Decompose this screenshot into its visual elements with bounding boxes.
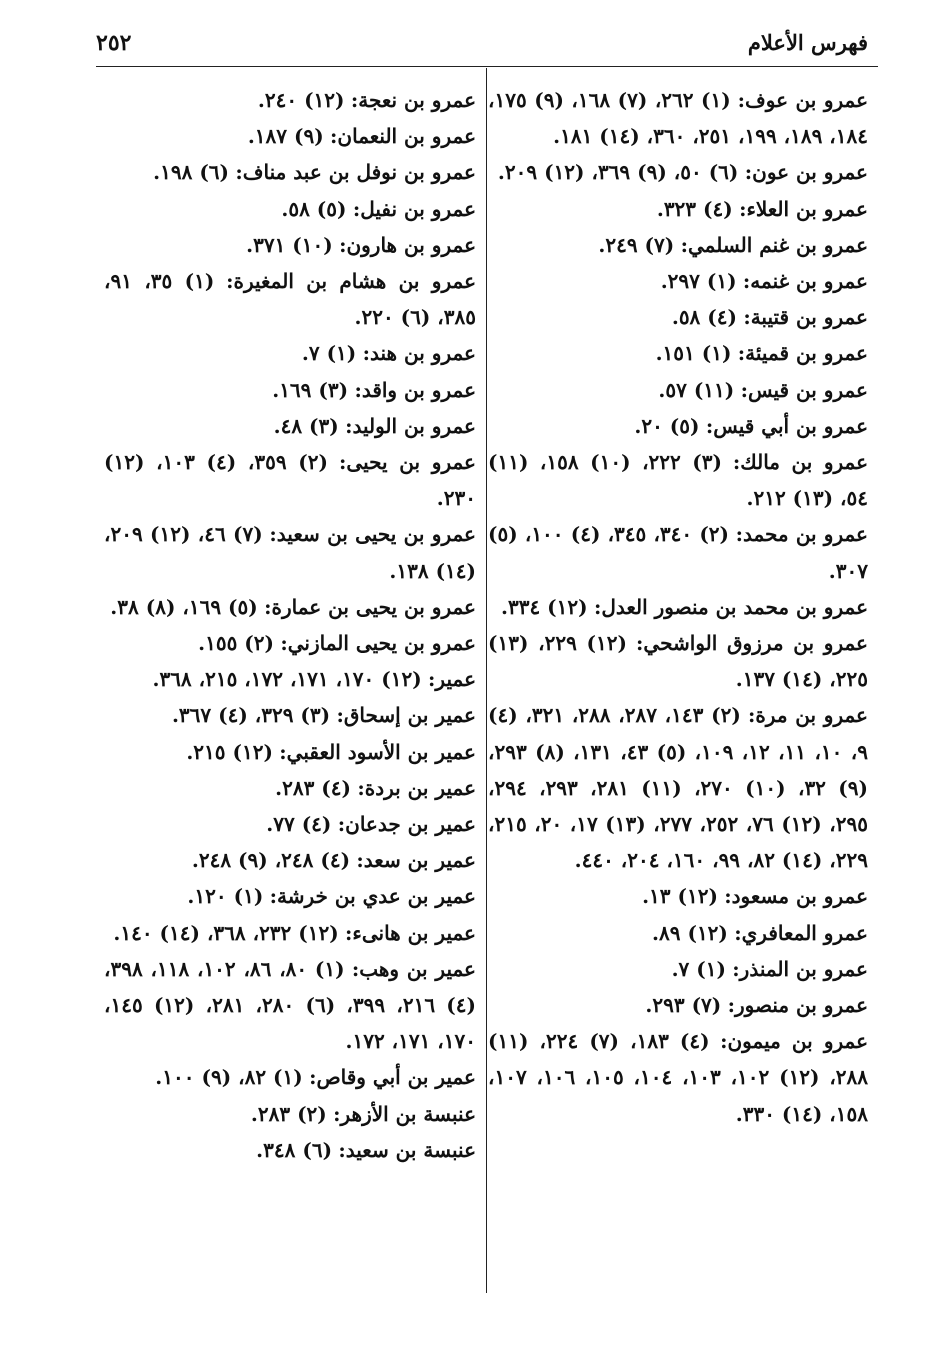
index-entry [488,951,868,987]
entry-name: عمرو بن عوف: [737,88,869,112]
entry-name: عمرو بن يحيى المازني: [280,631,476,656]
index-entry [104,154,476,190]
entry-name: عمير بن جدعان: [337,812,476,837]
entry-references: (١٢) ٢١٥. [186,739,273,764]
index-entry [104,625,476,661]
index-entry [488,299,868,335]
entry-name: عمير بن عدي بن خرشة: [269,884,476,909]
index-entry [104,697,476,733]
index-entry [488,987,868,1023]
running-title: فهرس الأعلام [747,30,868,55]
entry-name: عمرو بن أبي قيس: [705,413,868,438]
entry-references: (١) ١٥١. [655,341,732,366]
entry-references: (٣) ٢٢٢، (١٠) ١٥٨، (١١) ٥٤، (١٣) ٢١٢. [488,450,868,511]
index-entry [104,444,476,516]
entry-references: (١٠) ٣٧١. [246,232,333,257]
index-entry [104,878,476,914]
entry-references: (٦) ١٩٨. [153,160,230,185]
entry-name: عمرو بن مالك: [732,450,869,475]
index-entry [488,372,868,408]
page-header [96,30,868,66]
entry-references: (٧) ٢٤٩. [598,232,675,257]
entry-name: عمير بن أبي وقاص: [309,1065,476,1090]
index-entry [488,1023,868,1132]
entry-name: عمرو بن هارون: [339,232,476,257]
entry-references: (٤) ٢٨٣. [275,775,351,800]
entry-name: عمير بن وهب: [351,956,476,981]
index-entry [104,1059,476,1095]
entry-references: (٦) ٣٤٨. [256,1137,333,1162]
entry-name: عمرو بن يحيى بن عمارة: [264,594,476,619]
index-entry [488,263,868,299]
header-rule [96,66,878,67]
index-entry [104,770,476,806]
entry-references: (٧) ٢٩٣. [645,993,722,1018]
entry-name: عمرو بن مرة: [747,703,868,728]
entry-name: عمرو بن المنذر: [732,956,868,981]
entry-references: (٢) ٢٨٣. [250,1101,327,1126]
entry-references: (٧) ٤٦، (١٢) ٢٠٩، (١٤) ١٣٨. [104,522,476,583]
index-entry [104,191,476,227]
index-entry [104,915,476,951]
entry-references: (٢) ١٥٥. [198,631,274,656]
entry-name: عمرو بن نفيل: [352,196,476,221]
entry-references: (٤) ٧٧. [266,812,332,837]
index-entry [104,516,476,588]
entry-name: عمرو بن منصور: [727,993,868,1018]
index-entry [488,625,868,697]
entry-name: عمرو بن قتيبة: [743,305,868,330]
entry-name: عمرو بن غنم السلمي: [680,232,868,257]
index-entry [488,878,868,914]
entry-references: (٢) ١٤٣، ٢٨٧، ٢٨٨، ٣٢١، (٤) ٩، ١٠، ١١، ١٢، ١٠٩، (٥) ٤٣، ١٣١، (٨) ٢٩٣، (٩) ٣٢، (١٠) ٢٧٠، (١١) ٢٨١، ٢٩٣، ٢٩٤، ٢٩٥، (١٢) ٧٦، ٢٥٢، ٢٧٧، (١٣) ١٧، ٢٠، ٢١٥، ٢٢٩، (١٤) ٨٢، ٩٩، ١٦٠، ٢٠٤، ٤٤٠. [488,703,868,873]
index-entry [104,842,476,878]
entry-name: عنبسة بن سعيد: [338,1137,476,1162]
entry-references: (١) ١٢٠. [187,884,264,909]
index-entry [488,915,868,951]
entry-references: (١٢) ٢٢٩، (١٣) ٢٢٥، (١٤) ١٣٧. [488,631,868,692]
entry-references: (٣) ٣٢٩، (٤) ٣٦٧. [171,703,331,728]
entry-name: عمرو بن نعجة: [350,88,476,112]
entry-references: (٤) ٢٤٨، (٩) ٢٤٨. [191,848,351,873]
entry-references: (٩) ١٨٧. [247,124,324,149]
index-entry [104,806,476,842]
entry-references: (٥) ١٦٩، (٨) ٣٨. [110,594,258,619]
entry-name: عمرو بن محمد بن منصور العدل: [593,594,868,619]
entry-references: (٤) ٣٢٣. [656,196,733,221]
index-entry [488,191,868,227]
index-entry [488,227,868,263]
index-entry [104,951,476,1060]
entry-references: (٢) ٣٥٩، (٤) ١٠٣، (١٢) ٢٣٠. [104,450,476,511]
index-entry [488,697,868,878]
entry-name: عمرو بن العلاء: [739,196,868,221]
entry-references: (١) ٣٥، ٩١، ٣٨٥، (٦) ٢٢٠. [104,269,476,330]
index-entry [488,154,868,190]
index-entry [488,408,868,444]
entry-name: عمرو المعافري: [734,920,868,945]
entry-references: (٢) ٣٤٠، ٣٤٥، (٤) ١٠٠، (٥) ٣٠٧. [488,522,868,583]
entry-name: عمير بن هانىء: [345,920,476,945]
index-entry [488,444,868,516]
entry-name: عمرو بن يحيى بن سعيد: [269,522,476,547]
entry-name: عمرو بن غنمه: [742,269,868,294]
entry-name: عمرو بن النعمان: [330,124,476,149]
entry-references: (١٢) ٨٩. [652,920,728,945]
entry-references: (١) ٧. [301,341,357,366]
entry-references: (١٢) ٢٤٠. [257,88,345,112]
index-entry [104,589,476,625]
index-entry [104,1132,476,1168]
entry-references: (١) ٢٩٧. [660,269,737,294]
index-entry [104,118,476,154]
index-entry [488,82,868,154]
index-entry [104,263,476,335]
entry-name: عنبسة بن الأزهر: [333,1101,476,1126]
entry-name: عمرو بن قميئة: [737,341,868,366]
entry-references: (٣) ٤٨. [273,413,339,438]
entry-name: عمير بن بردة: [357,775,476,800]
entry-name: عمرو بن مرزوق الواشحي: [636,631,868,656]
entry-references: (١) ٨٢، (٩) ١٠٠. [155,1065,303,1090]
index-entry [104,372,476,408]
entry-name: عمير بن سعد: [356,848,476,873]
entry-name: عمرو بن هند: [362,341,476,366]
entry-name: عمرو بن الوليد: [345,413,476,438]
entry-name: عمير بن الأسود العقبي: [279,739,476,764]
index-entry [104,335,476,371]
index-entry [104,1096,476,1132]
entry-references: (٦) ٥٠، (٩) ٣٦٩، (١٢) ٢٠٩. [497,160,739,185]
entry-name: عمير: [428,667,476,692]
entry-name: عمرو بن عون: [744,160,868,185]
index-column-left [104,82,476,1168]
entry-name: عمرو بن قيس: [740,377,868,402]
entry-references: (١) ٢٦٢، (٧) ١٦٨، (٩) ١٧٥، ١٨٤، ١٨٩، ١٩٩، ٢٥١، ٣٦٠، (١٤) ١٨١. [488,88,868,149]
index-entry [104,661,476,697]
entry-name: عمرو بن واقد: [354,377,476,402]
entry-name: عمرو بن يحيى: [339,450,476,475]
index-entry [104,408,476,444]
index-column-right [488,82,868,1132]
index-entry [104,82,476,118]
entry-references: (١) ٧. [671,956,726,981]
entry-references: (١٢) ١٧٠، ١٧١، ١٧٢، ٢١٥، ٣٦٨. [152,667,422,692]
entry-name: عمرو بن هشام بن المغيرة: [226,269,476,294]
column-divider [486,68,487,1293]
entry-name: عمرو بن ميمون: [720,1029,869,1054]
entry-references: (١٢) ٣٣٤. [500,594,588,619]
entry-references: (١٢) ١٣. [642,884,718,909]
entry-references: (٥) ٢٠. [634,413,700,438]
entry-references: (١) ٨٠، ٨٦، ١٠٢، ١١٨، ٣٩٨، (٤) ٢١٦، ٣٩٩، (٦) ٢٨٠، ٢٨١، (١٢) ١٤٥، ١٧٠، ١٧١، ١٧٢. [104,956,476,1054]
entry-name: عمير بن إسحاق: [336,703,476,728]
page-number: ٢٥٢ [96,30,132,56]
index-entry [488,516,868,588]
entry-name: عمرو بن مسعود: [724,884,868,909]
entry-references: (٥) ٥٨. [281,196,347,221]
entry-references: (٣) ١٦٩. [272,377,349,402]
index-entry [488,335,868,371]
index-entry [104,734,476,770]
entry-references: (٤) ٥٨. [671,305,737,330]
entry-references: (١١) ٥٧. [658,377,735,402]
entry-name: عمرو بن محمد: [735,522,868,547]
index-entry [488,589,868,625]
entry-references: (١٢) ٢٣٢، ٣٦٨، (١٤) ١٤٠. [113,920,339,945]
entry-references: (٤) ١٨٣، (٧) ٢٢٤، (١١) ٢٨٨، (١٢) ١٠٢، ١٠٣، ١٠٤، ١٠٥، ١٠٦، ١٠٧، ١٥٨، (١٤) ٣٣٠. [488,1029,869,1126]
entry-name: عمرو بن نوفل بن عبد مناف: [235,160,476,185]
index-entry [104,227,476,263]
